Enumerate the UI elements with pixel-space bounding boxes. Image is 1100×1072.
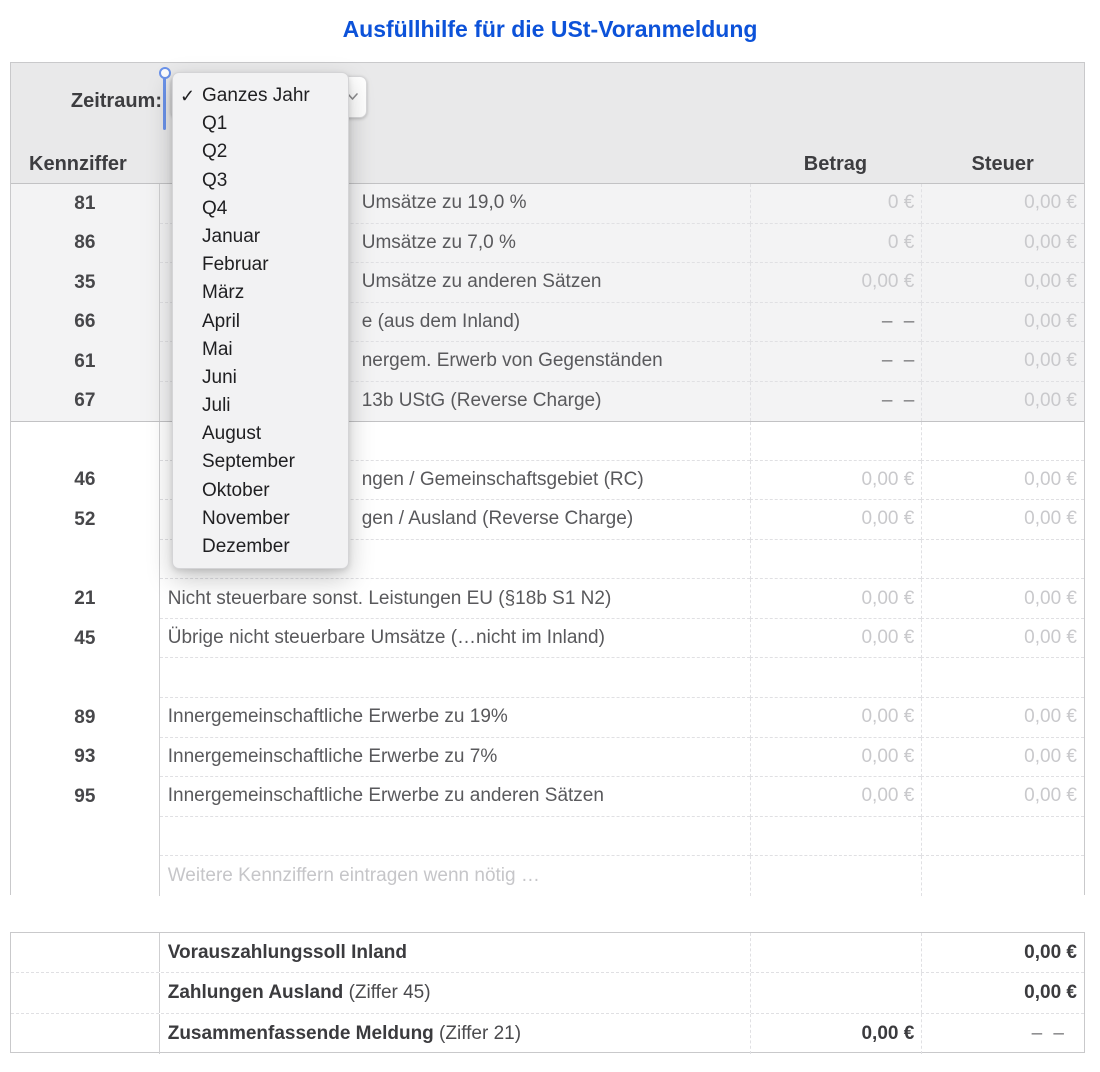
menu-item-august[interactable]: August	[202, 423, 262, 445]
row-description: 13b UStG (Reverse Charge)	[361, 390, 602, 412]
menu-item-januar[interactable]: Januar	[202, 225, 261, 247]
row-description: Nicht steuerbare sonst. Leistungen EU (§18b S1 N2)	[167, 587, 612, 609]
period-dropdown-menu	[172, 72, 349, 569]
menu-item-maerz[interactable]: März	[202, 282, 245, 304]
steuer-cell[interactable]: 0,00 €	[921, 619, 1084, 659]
row-description: Umsätze zu 7,0 %	[361, 231, 516, 253]
betrag-cell[interactable]: 0,00 €	[750, 619, 922, 659]
menu-item-april[interactable]: April	[202, 310, 241, 332]
betrag-cell[interactable]: – –	[750, 382, 922, 422]
row-code: 81	[74, 192, 96, 214]
menu-item-november[interactable]: November	[202, 507, 290, 529]
table-row	[11, 777, 1084, 817]
menu-item-mai[interactable]: Mai	[202, 338, 233, 360]
menu-item-juli[interactable]: Juli	[202, 395, 231, 417]
steuer-cell[interactable]: 0,00 €	[921, 224, 1084, 264]
row-description: Umsätze zu 19,0 %	[361, 192, 527, 214]
betrag-cell[interactable]: 0 €	[750, 184, 922, 224]
betrag-cell[interactable]: 0,00 €	[750, 461, 922, 501]
steuer-cell[interactable]	[921, 540, 1084, 580]
steuer-cell[interactable]: 0,00 €	[921, 461, 1084, 501]
betrag-cell[interactable]: – –	[750, 342, 922, 382]
steuer-cell[interactable]	[921, 817, 1084, 857]
row-description: Innergemeinschaftliche Erwerbe zu 19%	[167, 706, 508, 728]
row-description: nergem. Erwerb von Gegenständen	[361, 350, 663, 372]
menu-item-februar[interactable]: Februar	[202, 254, 269, 276]
checkmark-icon: ✓	[180, 86, 196, 106]
menu-item-q3[interactable]: Q3	[202, 169, 228, 191]
betrag-cell[interactable]	[750, 856, 922, 896]
steuer-cell[interactable]: 0,00 €	[921, 263, 1084, 303]
betrag-cell[interactable]: – –	[750, 303, 922, 343]
table-row	[11, 698, 1084, 738]
steuer-cell[interactable]: 0,00 €	[921, 973, 1084, 1012]
row-description: Innergemeinschaftliche Erwerbe zu 7%	[167, 745, 498, 767]
betrag-cell[interactable]: 0 €	[750, 224, 922, 264]
menu-item-dezember[interactable]: Dezember	[202, 536, 290, 557]
menu-item-q2[interactable]: Q2	[202, 141, 228, 163]
menu-item-oktober[interactable]: Oktober	[202, 479, 270, 501]
menu-item-september[interactable]: September	[202, 451, 295, 473]
cell-selection-edge	[163, 76, 166, 130]
menu-item-juni[interactable]: Juni	[202, 366, 237, 388]
table-row-empty	[11, 817, 1084, 857]
betrag-cell[interactable]: 0,00 €	[750, 777, 922, 817]
table-row-empty	[11, 658, 1084, 698]
zeitraum-label: Zeitraum:	[70, 90, 162, 112]
row-code: 89	[74, 706, 96, 728]
row-description: Innergemeinschaftliche Erwerbe zu anderen Sätzen	[167, 785, 604, 807]
betrag-cell[interactable]	[750, 933, 922, 972]
steuer-cell[interactable]	[921, 658, 1084, 698]
menu-item-q4[interactable]: Q4	[202, 197, 228, 219]
steuer-cell[interactable]: 0,00 €	[921, 303, 1084, 343]
betrag-cell[interactable]: 0,00 €	[750, 263, 922, 303]
row-code: 45	[74, 627, 96, 649]
steuer-cell[interactable]: 0,00 €	[921, 777, 1084, 817]
row-code: 95	[74, 785, 96, 807]
steuer-cell[interactable]	[921, 856, 1084, 896]
row-description: Umsätze zu anderen Sätzen	[361, 271, 602, 293]
betrag-cell[interactable]	[750, 540, 922, 580]
betrag-cell[interactable]: 0,00 €	[750, 698, 922, 738]
betrag-cell[interactable]	[750, 422, 922, 461]
table-row	[11, 619, 1084, 659]
header-steuer: Steuer	[971, 153, 1034, 175]
row-code: 61	[74, 350, 96, 372]
row-description: Übrige nicht steuerbare Umsätze (…nicht im Inland)	[167, 627, 605, 649]
row-code: 93	[74, 746, 96, 768]
betrag-cell[interactable]: 0,00 €	[750, 738, 922, 778]
betrag-cell[interactable]: 0,00 €	[750, 1014, 922, 1054]
steuer-cell[interactable]: – –	[921, 1014, 1084, 1054]
steuer-cell[interactable]: 0,00 €	[921, 382, 1084, 422]
steuer-cell[interactable]: 0,00 €	[921, 698, 1084, 738]
summary-label: Zahlungen Ausland	[167, 981, 344, 1003]
row-description: ngen / Gemeinschaftsgebiet (RC)	[361, 468, 644, 490]
betrag-cell[interactable]	[750, 658, 922, 698]
steuer-cell[interactable]: 0,00 €	[921, 579, 1084, 619]
summary-row	[11, 933, 1084, 973]
betrag-cell[interactable]	[750, 973, 922, 1012]
summary-label: Zusammenfassende Meldung	[167, 1022, 434, 1044]
selection-handle-icon[interactable]	[159, 67, 171, 79]
steuer-cell[interactable]: 0,00 €	[921, 500, 1084, 540]
row-code: 86	[74, 232, 96, 254]
placeholder-text: Weitere Kennziffern eintragen wenn nötig …	[167, 865, 540, 887]
table-row-placeholder	[11, 856, 1084, 896]
row-description: e (aus dem Inland)	[361, 310, 521, 332]
betrag-cell[interactable]	[750, 817, 922, 857]
steuer-cell[interactable]	[921, 422, 1084, 461]
row-code: 35	[74, 271, 96, 293]
summary-table	[10, 932, 1085, 1053]
summary-row: Zusammenfassende Meldung (Ziffer 21) 0,00 € – –	[11, 1014, 1084, 1054]
menu-item-ganzes-jahr[interactable]: ✓ Ganzes Jahr	[173, 82, 348, 110]
row-code: 21	[74, 588, 96, 610]
summary-label: Vorauszahlungssoll Inland	[167, 941, 408, 963]
row-code: 52	[74, 508, 96, 530]
summary-row: Zahlungen Ausland (Ziffer 45) 0,00 €	[11, 973, 1084, 1013]
row-code: 46	[74, 469, 96, 491]
betrag-cell[interactable]: 0,00 €	[750, 500, 922, 540]
row-description: gen / Ausland (Reverse Charge)	[361, 508, 634, 530]
header-betrag: Betrag	[803, 153, 868, 175]
steuer-cell[interactable]: 0,00 €	[921, 342, 1084, 382]
betrag-cell[interactable]: 0,00 €	[750, 579, 922, 619]
table-row	[11, 738, 1084, 778]
row-code: 66	[74, 311, 96, 333]
header-kennziffer: Kennziffer	[29, 153, 127, 175]
row-code: 67	[74, 390, 96, 412]
table-row	[11, 579, 1084, 619]
steuer-cell[interactable]: 0,00 €	[921, 738, 1084, 778]
page-title: Ausfüllhilfe für die USt-Voranmeldung	[342, 16, 758, 42]
steuer-cell[interactable]: 0,00 €	[921, 184, 1084, 224]
menu-item-q1[interactable]: Q1	[202, 113, 228, 135]
steuer-cell[interactable]: 0,00 €	[921, 933, 1084, 972]
